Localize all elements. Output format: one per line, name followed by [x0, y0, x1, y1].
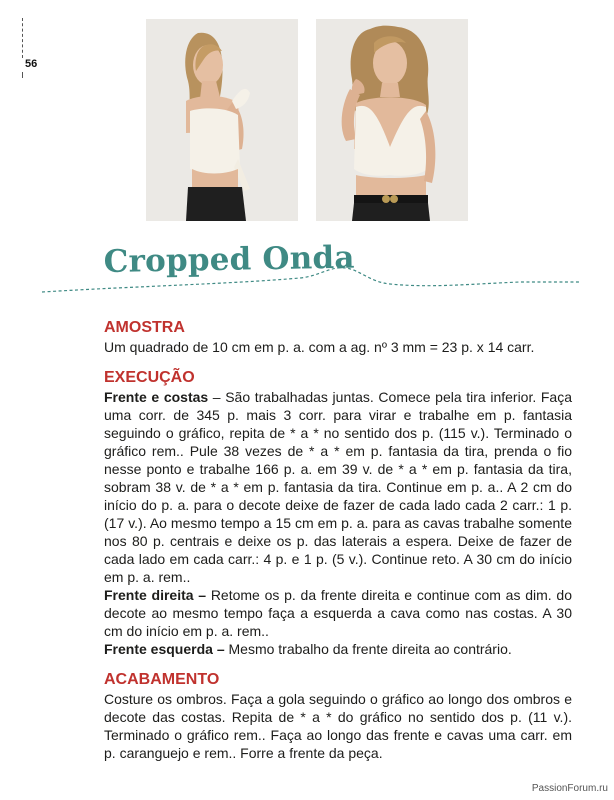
model-photo-side — [146, 19, 298, 221]
frente-costas-label: Frente e costas — [104, 389, 209, 405]
section-heading-execucao: EXECUÇÃO — [104, 369, 195, 386]
frente-costas-paragraph — [104, 388, 572, 586]
frente-costas-text: – São trabalhadas juntas. Comece pela tira inferior. Faça uma corr. de 345 p. mais 3 corr. para virar e trabalhe em p. fantasia seguindo o gráfico, repita de * a * no sentido dos p. (115 v.). Terminado o gráfico rem.. Pule 38 vezes de * a * em p. fantasia da tira, prenda o fio nesse ponto e trabalhe 166 p. a. em 39 v. de * a * em p. fantasia da tira, sobram 38 v. de * a * em p. fantasia da tira. Continue em p. a.. A 2 cm do início do p. a. para o decote deixe de fazer de cada lado cada 2 carr.: 1 p. (17 v.). Ao mesmo tempo a 15 cm em p. a. para as cavas trabalhe somente nos 80 p. centrais e deixe os p. das laterais a espera. Deixe de fazer de cada lado em cada carr.: 4 p. e 1 p. (5 v.). Continue reto. A 30 cm do início em p. a. rem.. — [104, 389, 572, 585]
section-heading-amostra: AMOSTRA — [104, 319, 185, 336]
page-title: Cropped Onda — [103, 239, 355, 280]
amostra-text: Um quadrado de 10 cm em p. a. com a ag. nº 3 mm = 23 p. x 14 carr. — [104, 339, 535, 355]
margin-dash-line-lower — [22, 72, 23, 78]
frente-direita-paragraph — [104, 586, 572, 640]
article-body — [104, 318, 572, 762]
section-heading-acabamento: ACABAMENTO — [104, 671, 220, 688]
watermark: PassionForum.ru — [531, 783, 608, 794]
frente-direita-label: Frente direita – — [104, 587, 207, 603]
frente-esquerda-paragraph — [104, 640, 572, 658]
margin-dash-line — [22, 18, 23, 58]
acabamento-text: Costure os ombros. Faça a gola seguindo o gráfico ao longo dos ombros e decote das costas. Repita de * a * do gráfico no sentido dos p. (11 v.). Terminado o gráfico rem.. Faça ao longo das frente e cavas uma carr. em p. caranguejo e rem.. Forre a frente da peça. — [104, 691, 572, 761]
model-photo-front — [316, 19, 468, 221]
frente-esquerda-label: Frente esquerda – — [104, 641, 225, 657]
frente-esquerda-text: Mesmo trabalho da frente direita ao contrário. — [224, 641, 512, 657]
page-number: 56 — [25, 58, 38, 70]
frente-direita-text: Retome os p. da frente direita e continue com as dim. do decote ao mesmo tempo faça a esquerda a cava como nas costas. A 30 cm do início em p. a. rem.. — [104, 587, 572, 639]
